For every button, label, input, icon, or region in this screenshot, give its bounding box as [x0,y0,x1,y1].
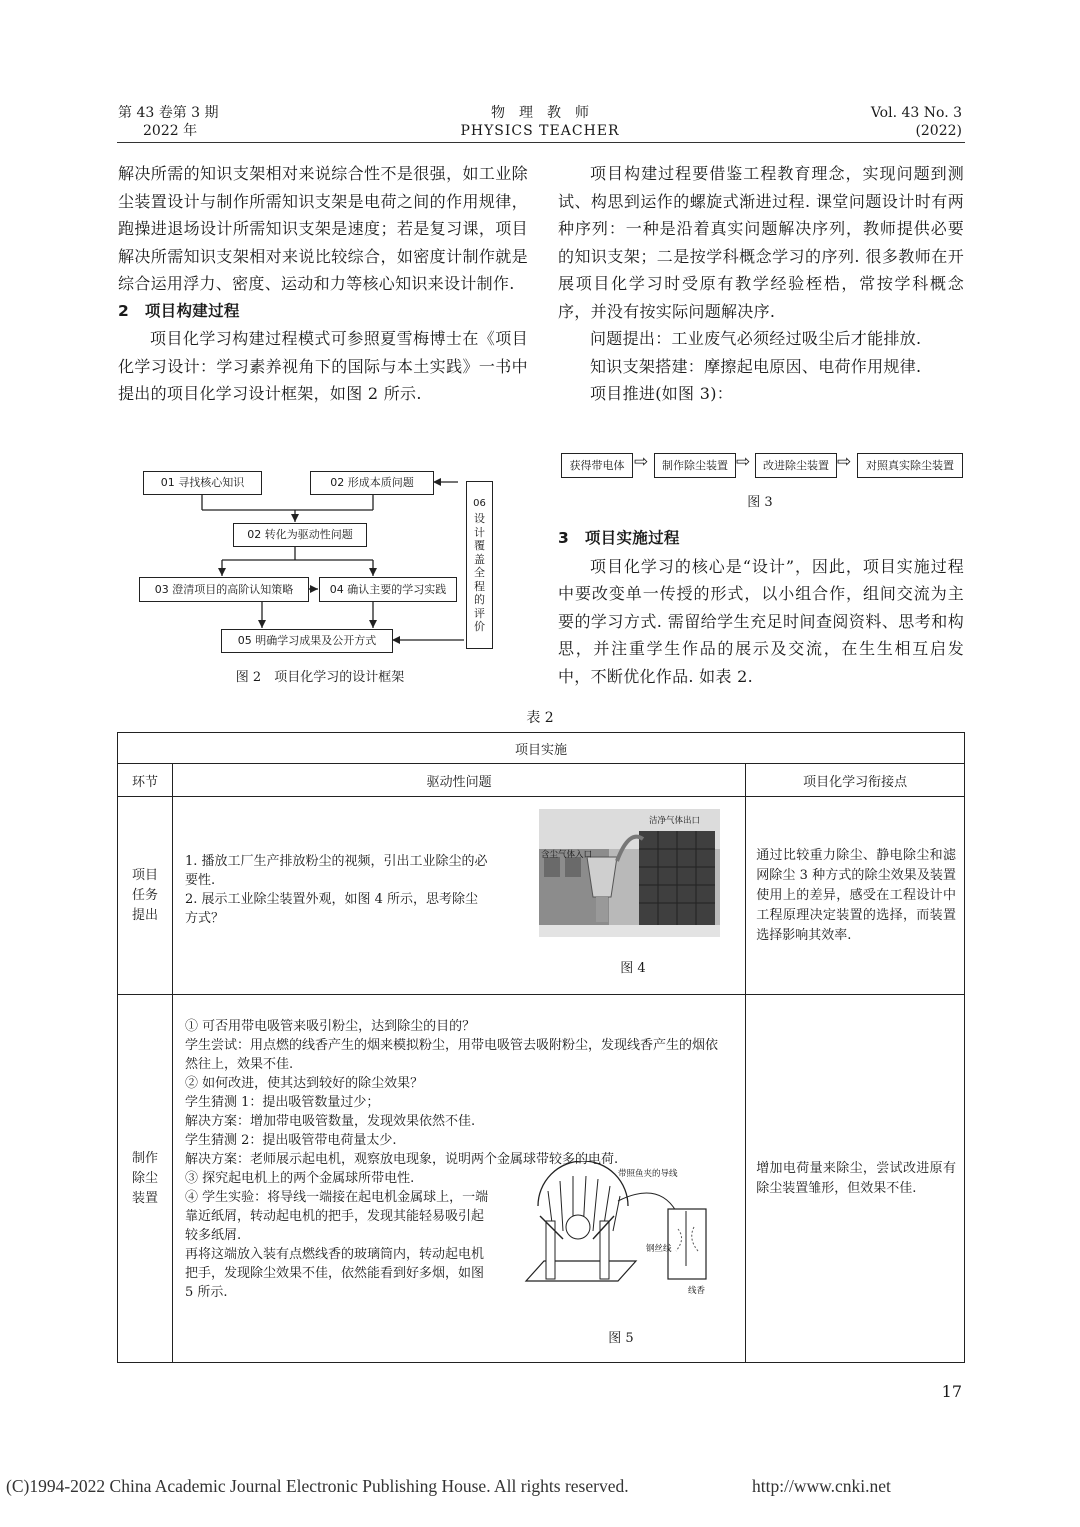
row2-line-4: 学生猜测 1：提出吸管数量过少； [184,1095,380,1110]
figure-5-apparatus [518,1161,728,1311]
fig5-label-steel-wire: 钢丝线 [645,1244,672,1254]
fig2-box-05-label: 05 明确学习成果及公开方式 [237,634,377,647]
fig2-box-03-label: 03 澄清项目的高阶认知策略 [154,582,294,596]
header-year: 2022 年 [143,123,198,139]
fig3-step-2-label: 制作除尘装置 [662,458,728,472]
figure-4-caption: 图 4 [620,961,646,976]
footer-copyright: (C)1994-2022 China Academic Journal Electronic Publishing House. All rights reserved. [6,1476,629,1496]
row2-line-5: 解决方案：增加带电吸管数量，发现效果依然不佳. [184,1114,476,1129]
fig3-arrow-3: ⇨ [837,452,852,472]
right-column [558,160,964,408]
fig5-label-incense: 线香 [687,1286,705,1296]
row2-line-3: ② 如何改进，使其达到较好的除尘效果？ [184,1076,424,1091]
row1-question-cell [172,797,745,995]
row2-line-10: 再将这端放入装有点燃线香的玻璃筒内，转动起电机把手，发现除尘效果不佳，依然能看到好多烟，如图 5 所示. [184,1247,484,1300]
fig3-arrow-2: ⇨ [736,452,751,472]
fig2-box-06 [466,481,493,649]
section-2-heading: 2 项目构建过程 [118,301,240,320]
header-stage: 环节 [118,764,173,797]
fig2-box-06-text: 设计覆盖全程的评价 [474,512,485,634]
fig2-box-02 [310,471,434,495]
page-number: 17 [941,1382,962,1401]
fig3-step-4 [857,453,963,478]
fig3-step-3 [755,453,837,478]
fig4-label-dust-inlet: 含尘气体入口 [540,850,592,860]
journal-title-en: PHYSICS TEACHER [460,123,620,139]
row1-question-text [185,852,490,928]
header-link-point: 项目化学习衔接点 [746,764,965,797]
fig2-box-03 [139,577,309,602]
row2-line-1: ① 可否用带电吸管来吸引粉尘，达到除尘的目的？ [184,1019,476,1034]
fig2-box-01-label: 01 寻找核心知识 [160,476,245,489]
row2-line-9: ④ 学生实验：将导线一端接在起电机金属球上，一端靠近纸屑，转动起电机的把手，发现其能轻易吸引起较多纸屑. [184,1190,489,1243]
row2-line-2: 学生尝试：用点燃的线香产生的烟来模拟粉尘，用带电吸管去吸附粉尘，发现线香产生的烟依然往上，效果不佳. [184,1038,718,1072]
row1-q2: 2. 展示工业除尘装置外观，如图 4 所示，思考除尘方式？ [184,892,479,926]
fig3-step-1 [561,453,633,478]
fig3-arrow-1: ⇨ [634,452,649,472]
row1-link-cell [746,797,965,995]
row2-stage-label: 制作除尘装置 [131,1150,158,1206]
table-2 [117,732,965,1363]
fig4-label-clean-outlet: 洁净气体出口 [648,816,700,826]
fig5-label-wire: 带照鱼夹的导线 [617,1169,678,1179]
right-para-3: 项目化学习的核心是“设计”，因此，项目实施过程中要改变单一传授的形式，以小组合作，组间交流为主要的学习方式. 需留给学生充足时间查阅资料、思考和构思，并注重学生作品的展示及交流，在生生相互启发中，不断优化作品. 如表 2. [558,556,964,686]
fig3-step-4-label: 对照真实除尘装置 [866,458,954,472]
figure-4-photo [539,809,720,937]
fig2-box-02b [233,523,367,547]
row1-stage [118,797,173,995]
figure-3-caption: 图 3 [747,495,773,510]
project-advance: 项目推进(如图 3)： [590,384,734,403]
fig3-step-1-label: 获得带电体 [569,458,625,472]
knowledge-scaffold: 知识支架搭建：摩擦起电原因、电荷作用规律. [590,356,922,376]
fig2-box-06-num: 06 [473,498,486,510]
row2-link-cell [746,995,965,1363]
row1-link-text: 通过比较重力除尘、静电除尘和滤网除尘 3 种方式的除尘效果及装置使用上的差异，感受在工程设计中工程原理决定装置的选择，而装置选择影响其效率. [756,847,956,943]
volume-issue-en: Vol. 43 No. 3 [870,105,962,121]
table-title: 项目实施 [118,733,965,764]
table-2-caption: 表 2 [526,710,554,726]
header-year-en: (2022) [915,123,962,139]
journal-title-cn: 物 理 教 师 [491,105,589,121]
fig2-box-04 [319,577,457,602]
fig3-step-2 [654,453,736,478]
volume-issue: 第 43 卷第 3 期 [118,105,219,121]
fig2-box-04-label: 04 确认主要的学习实践 [329,582,447,596]
right-para-1: 项目构建过程要借鉴工程教育理念，实现问题到测试、构思到运作的螺旋式渐进过程. 课堂问题设计时有两种序列：一种是沿着真实问题解决序列，教师提供必要的知识支架；二是按学科概念学习的序列. 很多教师在开展项目化学习时受原有教学经验桎梏，常按学科概念序，并没有按实际问题解决序. [558,164,964,321]
problem-statement: 问题提出：工业废气必须经过吸尘后才能排放. [590,329,922,348]
left-para-1: 解决所需的知识支架相对来说综合性不是很强，如工业除尘装置设计与制作所需知识支架是电荷之间的作用规律，跑操进退场设计所需知识支架是速度；若是复习课，项目解决所需知识支架相对来说比较综合，如密度计制作就是综合运用浮力、密度、运动和力等核心知识来设计制作. [118,164,528,293]
row2-question-cell [172,995,745,1363]
section-3-heading: 3 项目实施过程 [558,529,680,547]
fig3-step-3-label: 改进除尘装置 [763,458,829,472]
fig2-box-02b-label: 02 转化为驱动性问题 [247,528,353,541]
fig2-box-01 [143,471,262,495]
fig2-box-02-label: 02 形成本质问题 [330,476,414,489]
figure-2-caption: 图 2 项目化学习的设计框架 [235,670,405,685]
row2-stage [118,995,173,1363]
figure-5-caption: 图 5 [608,1331,634,1346]
header-driving-question: 驱动性问题 [172,764,745,797]
fig2-box-05 [221,629,393,653]
row1-stage-label: 项目任务提出 [131,867,158,923]
row2-link-text: 增加电荷量来除尘，尝试改进原有除尘装置雏形，但效果不佳. [756,1160,956,1196]
row2-line-8: ③ 探究起电机上的两个金属球所带电性. [184,1171,415,1186]
footer-url: http://www.cnki.net [752,1476,891,1496]
row1-q1: 1. 播放工厂生产排放粉尘的视频，引出工业除尘的必要性. [184,854,488,888]
left-para-2: 项目化学习构建过程模式可参照夏雪梅博士在《项目化学习设计：学习素养视角下的国际与本土实践》一书中提出的项目化学习设计框架，如图 2 所示. [118,329,528,403]
right-column-lower [558,525,964,690]
row2-line-6: 学生猜测 2：提出吸管带电荷量太少. [184,1133,397,1148]
row2-line-7: 解决方案：老师展示起电机，观察放电现象，说明两个金属球带较多的电荷. [184,1152,619,1167]
